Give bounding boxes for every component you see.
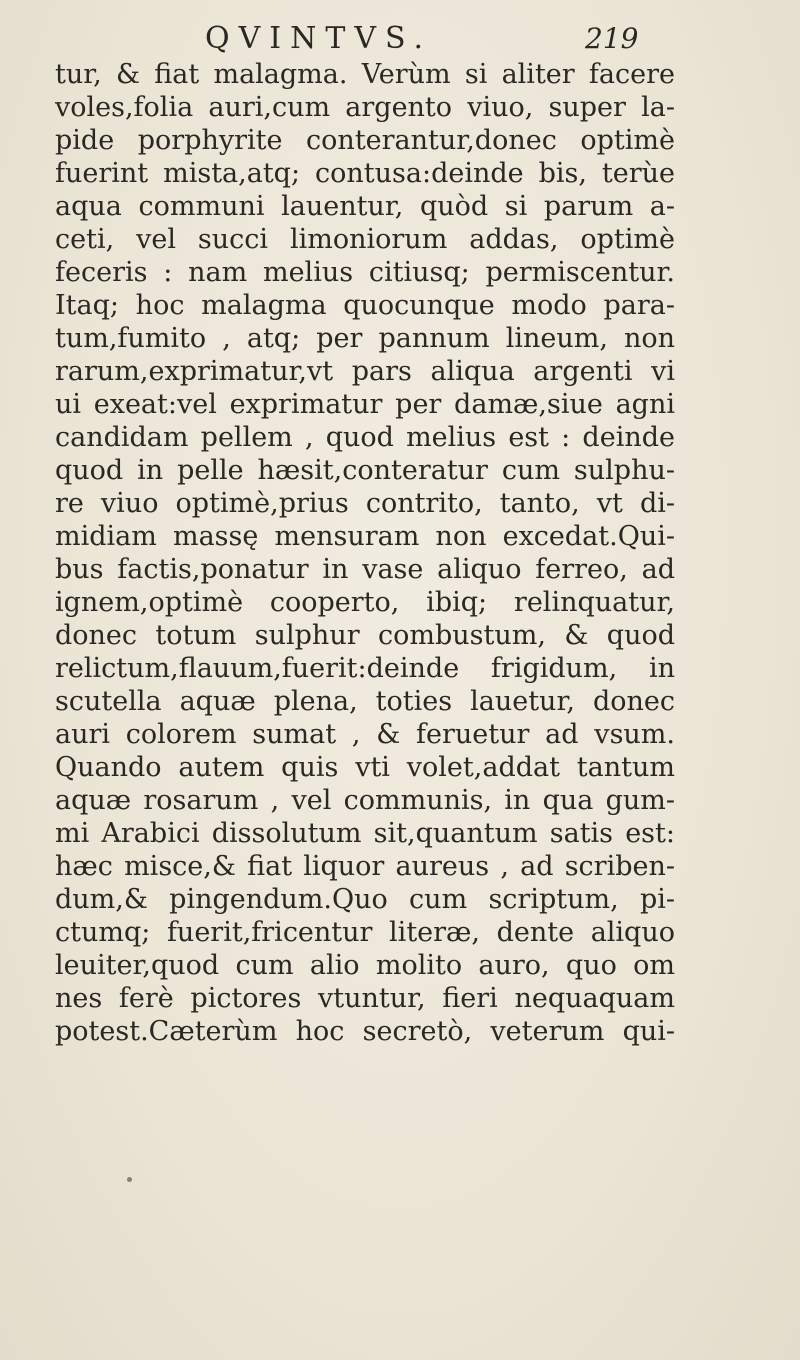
text-line: ui exeat:vel exprimatur per damæ,siue agni	[55, 389, 675, 420]
text-line: quod in pelle hæsit,conteratur cum sulphu-	[55, 455, 675, 486]
text-line: donec totum sulphur combustum, & quod	[55, 620, 675, 651]
text-line: tur, & fiat malagma. Verùm si aliter facere	[55, 59, 675, 90]
text-line: Itaq; hoc malagma quocunque modo para-	[55, 290, 675, 321]
text-line: aquæ rosarum , vel communis, in qua gum-	[55, 785, 675, 816]
text-line: nes ferè pictores vtuntur, fieri nequaquam	[55, 983, 675, 1014]
text-line: hæc misce,& fiat liquor aureus , ad scriben-	[55, 851, 675, 882]
text-line: dum,& pingendum.Quo cum scriptum, pi-	[55, 884, 675, 915]
body-text	[55, 58, 675, 1048]
text-line: ignem,optimè cooperto, ibiq; relinquatur,	[55, 587, 675, 618]
text-line: ctumq; fuerit,fricentur literæ, dente aliquo	[55, 917, 675, 948]
ink-speck	[127, 1177, 132, 1182]
text-line: midiam massę mensuram non excedat.Qui-	[55, 521, 675, 552]
text-line: rarum,exprimatur,vt pars aliqua argenti vi	[55, 356, 675, 387]
text-line: mi Arabici dissolutum sit,quantum satis est:	[55, 818, 675, 849]
text-line: auri colorem sumat , & feruetur ad vsum.	[55, 719, 675, 750]
text-line: scutella aquæ plena, toties lauetur, donec	[55, 686, 675, 717]
text-line: feceris : nam melius citiusq; permiscentur.	[55, 257, 675, 288]
page-header	[0, 18, 800, 60]
text-line: re viuo optimè,prius contrito, tanto, vt di-	[55, 488, 675, 519]
text-line: candidam pellem , quod melius est : deinde	[55, 422, 675, 453]
text-line: tum,fumito , atq; per pannum lineum, non	[55, 323, 675, 354]
text-line: pide porphyrite conterantur,donec optimè	[55, 125, 675, 156]
text-line: relictum,flauum,fuerit:deinde frigidum, in	[55, 653, 675, 684]
text-line: aqua communi lauentur, quòd si parum a-	[55, 191, 675, 222]
running-title: QVINTVS.	[205, 21, 433, 56]
page-number: 219	[585, 22, 639, 55]
text-line: fuerint mista,atq; contusa:deinde bis, terùe	[55, 158, 675, 189]
text-line: potest.Cæterùm hoc secretò, veterum qui-	[55, 1016, 675, 1047]
text-line: bus factis,ponatur in vase aliquo ferreo, ad	[55, 554, 675, 585]
text-line: ceti, vel succi limoniorum addas, optimè	[55, 224, 675, 255]
text-line: Quando autem quis vti volet,addat tantum	[55, 752, 675, 783]
text-line: voles,folia auri,cum argento viuo, super la-	[55, 92, 675, 123]
text-line: leuiter,quod cum alio molito auro, quo om	[55, 950, 675, 981]
